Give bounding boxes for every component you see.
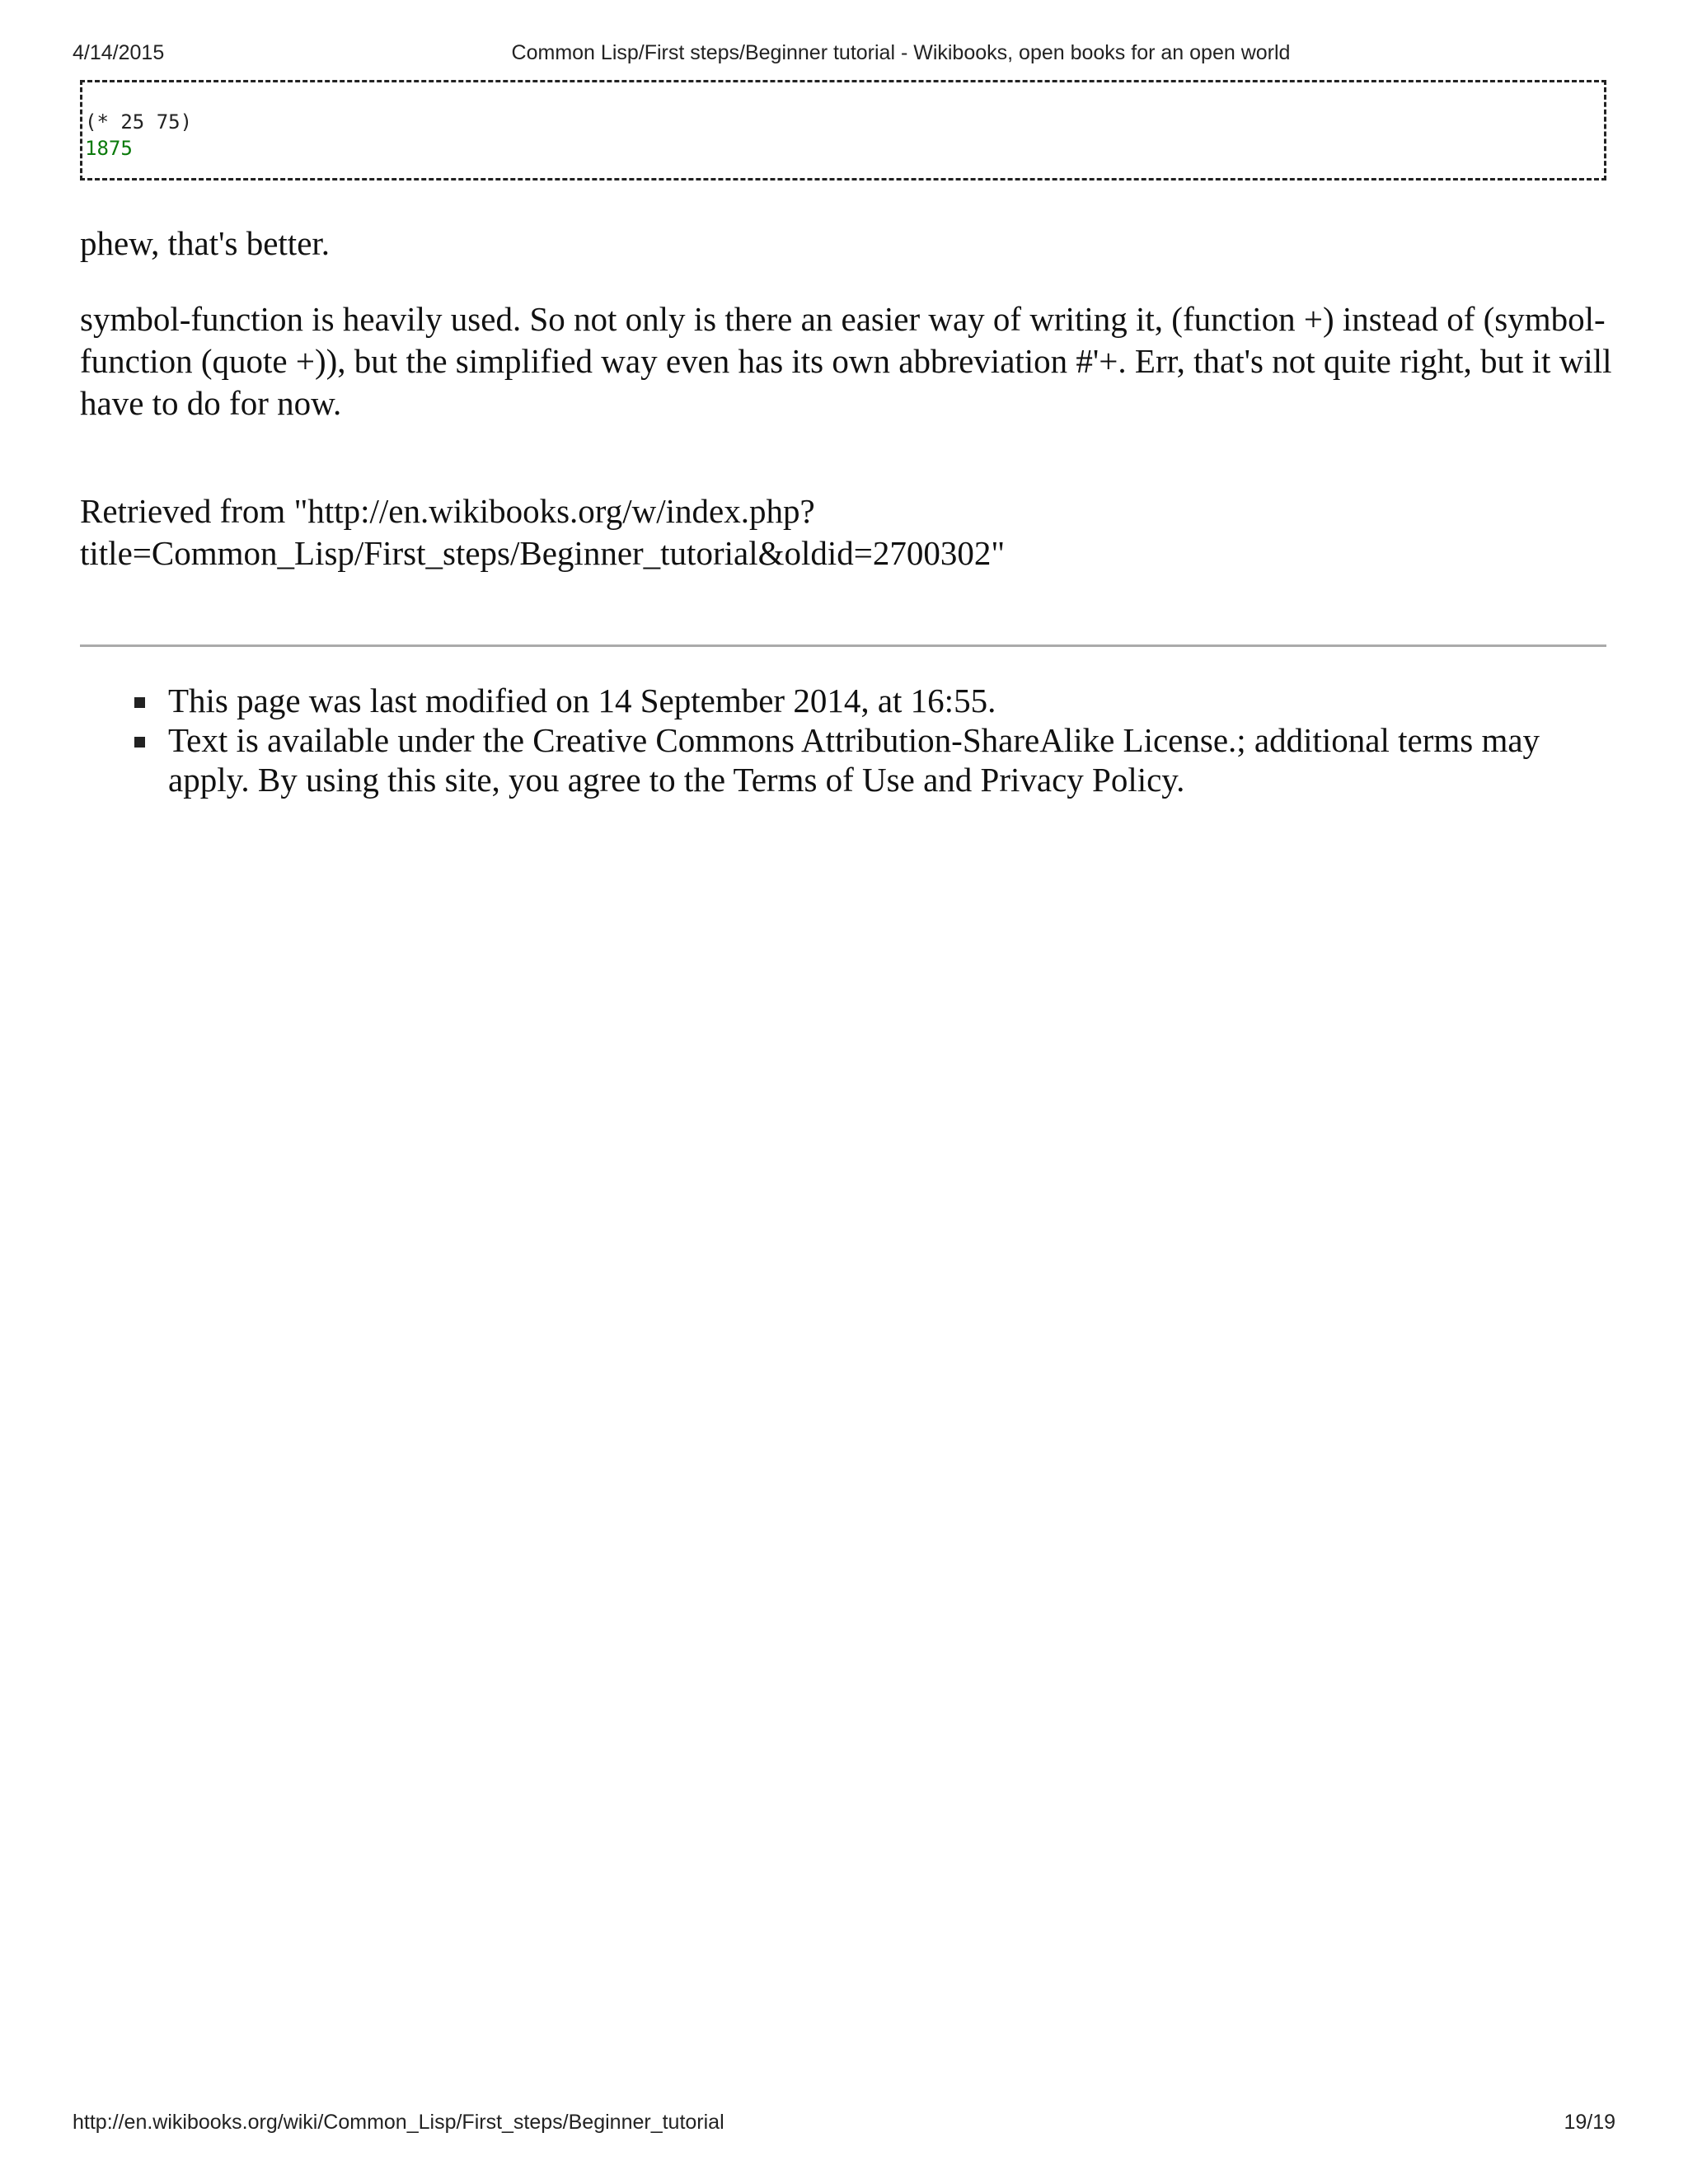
code-input: (* 25 75)	[85, 110, 193, 134]
code-block	[80, 80, 1606, 180]
footer-last-modified	[80, 681, 1613, 720]
print-page-number: 19/19	[1564, 2111, 1615, 2134]
print-date: 4/14/2015	[73, 41, 165, 64]
footer-license	[80, 720, 1613, 799]
footer-info-list	[80, 681, 1613, 799]
footer-last-modified-text: This page was last modified on 14 September 2014, at 16:55.	[168, 682, 996, 719]
code-output: 1875	[85, 137, 133, 160]
paragraph-phew: phew, that's better.	[80, 224, 331, 262]
print-footer	[0, 2111, 1688, 2139]
retrieved-from-line-1: Retrieved from "http://en.wikibooks.org/w/index.php?	[80, 492, 815, 530]
print-footer-url: http://en.wikibooks.org/wiki/Common_Lisp/First_steps/Beginner_tutorial	[73, 2111, 724, 2134]
retrieved-from-line-2: title=Common_Lisp/First_steps/Beginner_tutorial&oldid=2700302"	[80, 534, 1006, 572]
print-page-title: Common Lisp/First steps/Beginner tutorial - Wikibooks, open books for an open world	[511, 41, 1291, 64]
bullet-square-icon	[134, 737, 145, 748]
bullet-square-icon	[134, 697, 145, 708]
footer-divider	[80, 644, 1606, 647]
print-header	[0, 41, 1688, 71]
retrieved-from	[80, 490, 1613, 574]
footer-license-text: Text is available under the Creative Commons Attribution-ShareAlike License.; additional terms may apply. By using this site, you agree to the Terms of Use and Privacy Policy.	[168, 721, 1540, 799]
paragraph-symbol-function: symbol-function is heavily used. So not only is there an easier way of writing it, (function +) instead of (symbol-function (quote +)), but the simplified way even has its own abbreviation #'+. Err, that's not quite right, but it will have to do for now.	[80, 300, 1612, 422]
